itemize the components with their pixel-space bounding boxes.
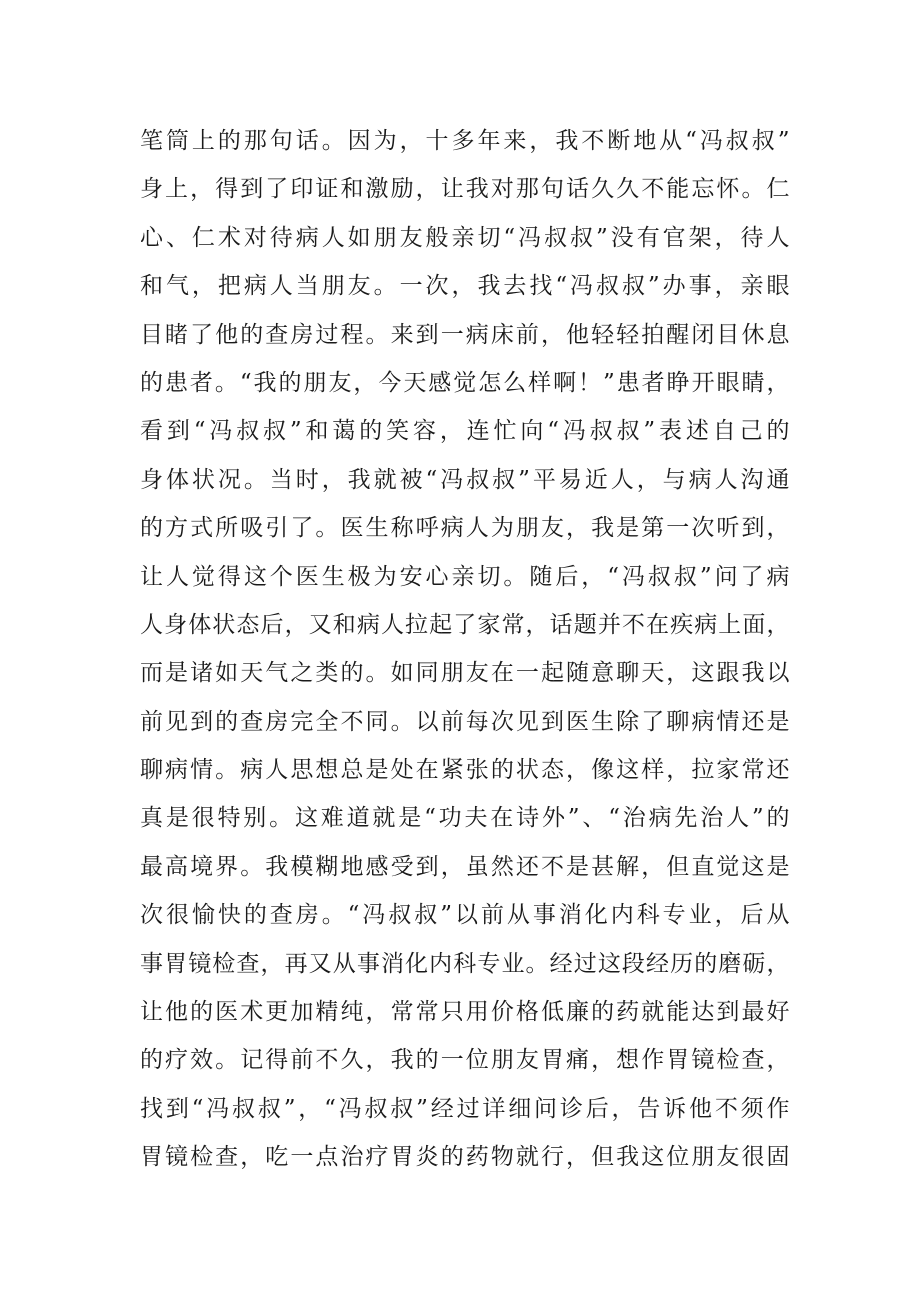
text-line: 看到“冯叔叔”和蔼的笑容，连忙向“冯叔叔”表述自己的 xyxy=(140,418,790,445)
text-line: 最高境界。我模糊地感受到，虽然还不是甚解，但直觉这是 xyxy=(140,853,790,880)
text-line: 次很愉快的查房。“冯叔叔”以前从事消化内科专业，后从 xyxy=(140,902,790,929)
body-text xyxy=(140,117,790,1182)
text-line: 和气，把病人当朋友。一次，我去找“冯叔叔”办事，亲眼 xyxy=(140,273,790,300)
text-line: 事胃镜检查，再又从事消化内科专业。经过这段经历的磨砺， xyxy=(140,950,790,977)
text-line: 让人觉得这个医生极为安心亲切。随后，“冯叔叔”问了病 xyxy=(140,563,790,590)
text-line: 的患者。“我的朋友，今天感觉怎么样啊！”患者睁开眼睛， xyxy=(140,369,790,396)
text-line: 目睹了他的查房过程。来到一病床前，他轻轻拍醒闭目休息 xyxy=(140,321,790,348)
text-line: 身体状况。当时，我就被“冯叔叔”平易近人，与病人沟通 xyxy=(140,466,790,493)
text-line: 找到“冯叔叔”，“冯叔叔”经过详细问诊后，告诉他不须作 xyxy=(140,1095,790,1122)
text-line: 真是很特别。这难道就是“功夫在诗外”、“治病先治人”的 xyxy=(140,805,790,832)
text-line: 人身体状态后，又和病人拉起了家常，话题并不在疾病上面， xyxy=(140,611,790,638)
text-line: 的方式所吸引了。医生称呼病人为朋友，我是第一次听到， xyxy=(140,515,790,542)
text-line: 笔筒上的那句话。因为，十多年来，我不断地从“冯叔叔” xyxy=(140,128,790,154)
text-line: 聊病情。病人思想总是处在紧张的状态，像这样，拉家常还 xyxy=(140,757,790,784)
text-line: 前见到的查房完全不同。以前每次见到医生除了聊病情还是 xyxy=(140,708,790,735)
text-line: 胃镜检查，吃一点治疗胃炎的药物就行，但我这位朋友很固 xyxy=(140,1144,790,1171)
text-line: 心、仁术对待病人如朋友般亲切“冯叔叔”没有官架，待人 xyxy=(140,224,790,251)
text-line: 而是诸如天气之类的。如同朋友在一起随意聊天，这跟我以 xyxy=(140,660,790,687)
text-line: 身上，得到了印证和激励，让我对那句话久久不能忘怀。仁 xyxy=(140,176,790,203)
text-line: 让他的医术更加精纯，常常只用价格低廉的药就能达到最好 xyxy=(140,999,790,1026)
text-line: 的疗效。记得前不久，我的一位朋友胃痛，想作胃镜检查， xyxy=(140,1047,790,1074)
